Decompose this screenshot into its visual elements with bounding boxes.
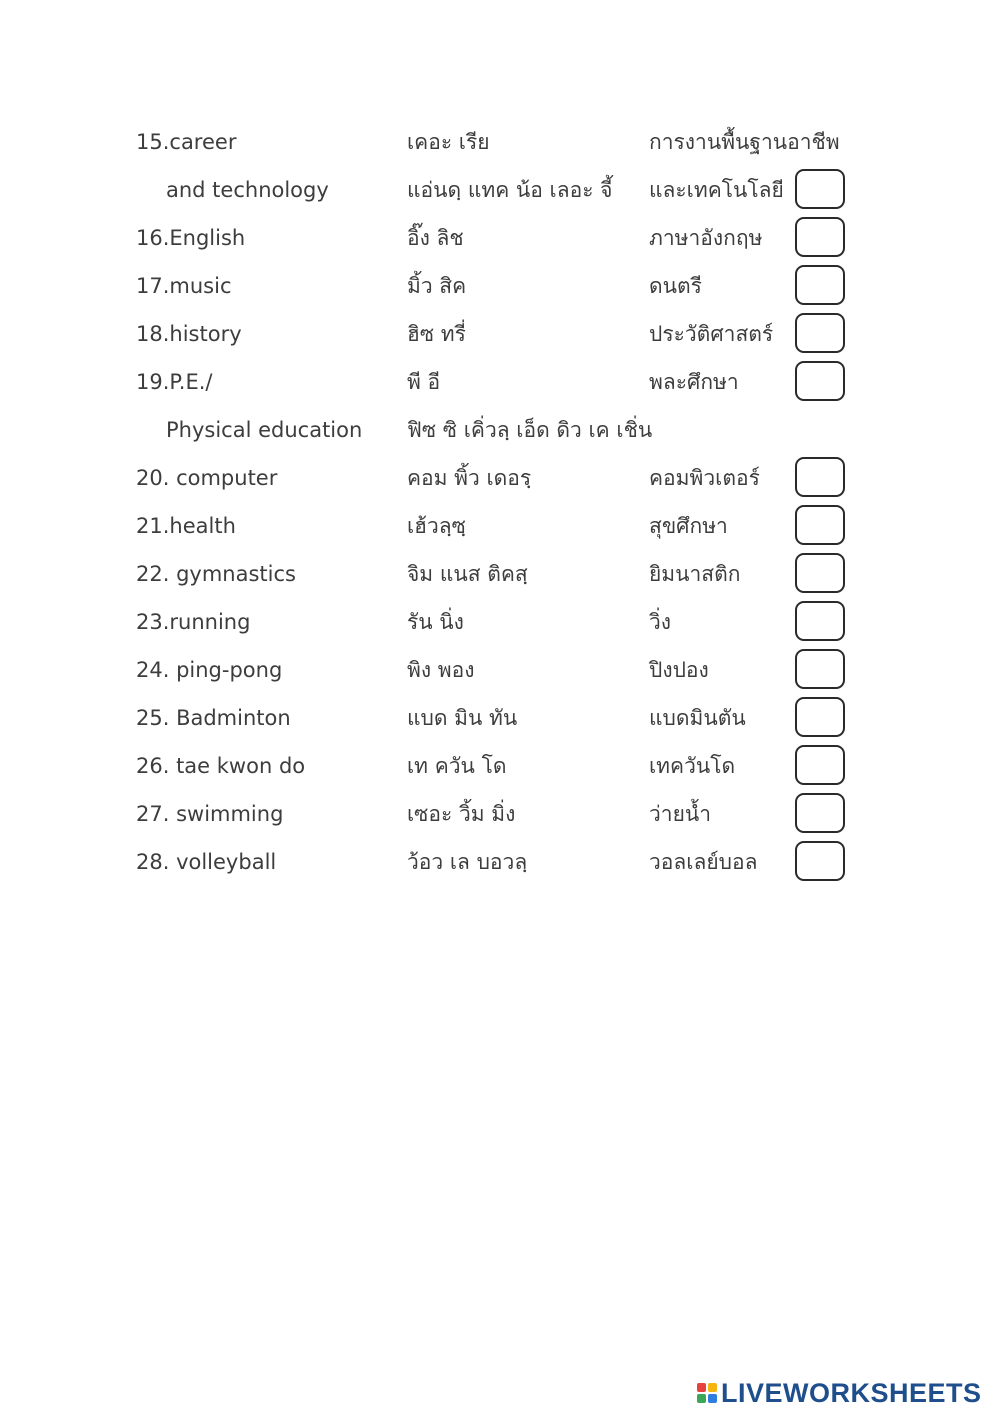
thai-meaning: ดนตรี [649,274,702,298]
thai-pronunciation: เซอะ วิ้ม มิ่ง [407,802,516,826]
english-word: 26. tae kwon do [136,754,306,778]
thai-meaning: วิ่ง [649,610,672,634]
english-word: 21.health [136,514,236,538]
logo-square-blue [708,1394,717,1403]
english-word: 22. gymnastics [136,562,296,586]
english-word: 19.P.E./ [136,370,213,394]
english-word: 16.English [136,226,246,250]
thai-meaning: เทควันโด [649,754,736,778]
thai-pronunciation: ว้อว เล บอวลฺ [407,850,528,874]
english-word: 27. swimming [136,802,284,826]
thai-pronunciation: จิม แนส ติคสฺ [407,562,528,586]
english-word: 28. volleyball [136,850,277,874]
vocabulary-row [0,554,1000,594]
thai-meaning: ปิงปอง [649,658,709,682]
answer-box[interactable] [795,553,845,593]
thai-meaning: ภาษาอังกฤษ [649,226,763,250]
logo-square-yellow [708,1383,717,1392]
vocabulary-row [0,650,1000,690]
answer-box[interactable] [795,793,845,833]
answer-box[interactable] [795,361,845,401]
answer-box[interactable] [795,265,845,305]
thai-pronunciation: เท ควัน โด [407,754,507,778]
vocabulary-row [0,842,1000,882]
english-word: 20. computer [136,466,278,490]
thai-meaning: แบดมินตัน [649,706,746,730]
answer-box[interactable] [795,217,845,257]
thai-pronunciation: อิ๊ง ลิช [407,226,464,250]
thai-pronunciation: รัน นิ่ง [407,610,464,634]
vocabulary-row [0,794,1000,834]
thai-meaning: คอมพิวเตอร์ [649,466,760,490]
thai-meaning: สุขศึกษา [649,514,728,538]
english-word: 17.music [136,274,232,298]
answer-box[interactable] [795,505,845,545]
vocabulary-row [0,218,1000,258]
answer-box[interactable] [795,841,845,881]
thai-pronunciation: เฮ้วลฺซฺ [407,514,466,538]
logo-text: LIVEWORKSHEETS [721,1377,982,1408]
answer-box[interactable] [795,169,845,209]
english-word: 24. ping-pong [136,658,283,682]
thai-pronunciation: เคอะ เรีย [407,130,490,154]
english-word: Physical education [166,418,363,442]
answer-box[interactable] [795,649,845,689]
thai-pronunciation: มิ้ว สิค [407,274,467,298]
english-word: 23.running [136,610,251,634]
thai-meaning: ว่ายน้ำ [649,802,712,826]
english-word: 18.history [136,322,242,346]
answer-box[interactable] [795,313,845,353]
liveworksheets-logo [697,1378,982,1408]
vocabulary-row [0,602,1000,642]
thai-meaning: การงานพื้นฐานอาชีพ [649,130,840,154]
answer-box[interactable] [795,457,845,497]
vocabulary-row [0,122,1000,162]
vocabulary-row [0,458,1000,498]
vocabulary-row [0,266,1000,306]
english-word: 25. Badminton [136,706,291,730]
thai-meaning: วอลเลย์บอล [649,850,758,874]
vocabulary-row [0,410,1000,450]
logo-mark-icon [697,1383,717,1403]
logo-square-red [697,1383,706,1392]
vocabulary-row [0,314,1000,354]
vocabulary-row [0,362,1000,402]
thai-pronunciation: แอ่นดฺ แทค น้อ เลอะ จี้ [407,178,613,202]
thai-meaning: ยิมนาสติก [649,562,741,586]
answer-box[interactable] [795,697,845,737]
thai-pronunciation: พิง พอง [407,658,475,682]
thai-pronunciation: ฟิซ ซิ เคิ่วลฺ เอ็ด ดิว เค เชิ่น [407,418,653,442]
thai-meaning: ประวัติศาสตร์ [649,322,774,346]
vocabulary-row [0,170,1000,210]
vocabulary-row [0,506,1000,546]
thai-meaning: พละศึกษา [649,370,739,394]
vocabulary-row [0,746,1000,786]
english-word: and technology [166,178,329,202]
thai-pronunciation: คอม พิ้ว เดอรฺ [407,466,532,490]
answer-box[interactable] [795,745,845,785]
vocabulary-row [0,698,1000,738]
thai-pronunciation: พี อี [407,370,441,394]
thai-pronunciation: ฮิซ ทรี่ [407,322,466,346]
thai-meaning: และเทคโนโลยี [649,178,784,202]
english-word: 15.career [136,130,237,154]
thai-pronunciation: แบด มิน ทัน [407,706,518,730]
logo-square-green [697,1394,706,1403]
answer-box[interactable] [795,601,845,641]
